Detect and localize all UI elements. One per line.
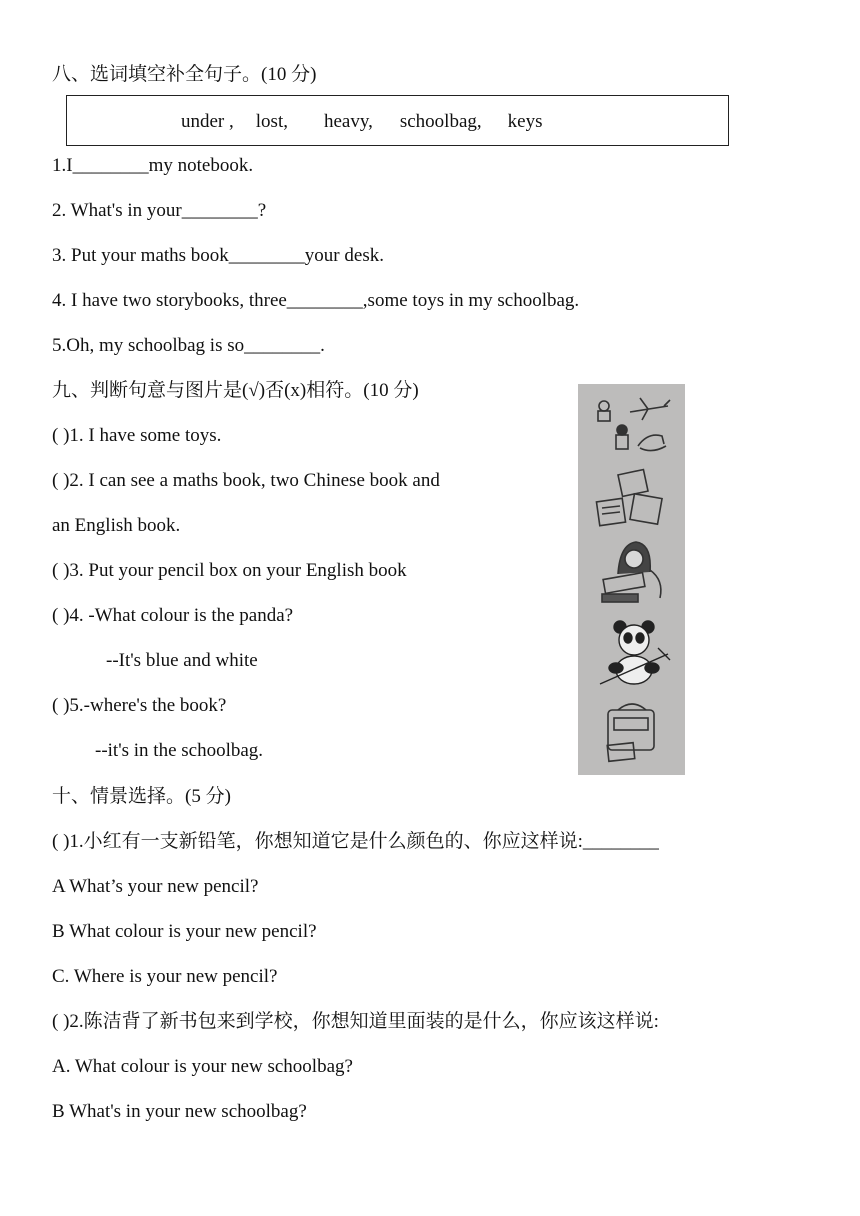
schoolbag-picture [607, 704, 654, 761]
judge-item-5: ( )5.-where's the book? [52, 695, 227, 716]
judge-item-3: ( )3. Put your pencil box on your English book [52, 560, 407, 581]
option-1a: A What’s your new pencil? [52, 876, 259, 897]
girl-pencil-box-picture [602, 542, 661, 602]
judge-item-4: ( )4. -What colour is the panda? [52, 605, 294, 626]
word-bank-word: heavy, [323, 111, 373, 132]
word-bank-word: lost, [255, 111, 288, 132]
toys-picture [598, 398, 670, 451]
option-1b: B What colour is your new pencil? [52, 921, 317, 942]
panda-picture [600, 621, 670, 684]
word-bank-word: keys [507, 111, 543, 132]
word-bank-box [66, 95, 729, 146]
judge-item-1: ( )1. I have some toys. [52, 425, 222, 446]
fill-blank-item-5: 5.Oh, my schoolbag is so________. [52, 335, 325, 356]
option-2a: A. What colour is your new schoolbag? [52, 1056, 353, 1077]
situation-question-2: ( )2.陈洁背了新书包来到学校，你想知道里面装的是什么，你应该这样说: [52, 1011, 659, 1032]
option-2b: B What's in your new schoolbag? [52, 1101, 307, 1122]
word-bank-word: schoolbag, [399, 111, 482, 132]
fill-blank-item-2: 2. What's in your________? [52, 200, 267, 221]
option-1c: C. Where is your new pencil? [52, 966, 278, 987]
section-10-heading: 十、情景选择。(5 分) [52, 786, 231, 807]
picture-strip [578, 384, 685, 775]
section-8-heading: 八、选词填空补全句子。(10 分) [52, 64, 317, 85]
word-bank [181, 110, 542, 134]
fill-blank-item-1: 1.I________my notebook. [52, 155, 254, 176]
judge-item-2: ( )2. I can see a maths book, two Chinese book and [52, 470, 440, 491]
section-9-heading: 九、判断句意与图片是(√)否(x)相符。(10 分) [52, 380, 419, 401]
judge-item-2-continued: an English book. [52, 515, 181, 536]
books-picture [596, 470, 662, 526]
fill-blank-item-3: 3. Put your maths book________your desk. [52, 245, 384, 266]
judge-item-5-answer: --it's in the schoolbag. [95, 740, 264, 761]
judge-item-4-answer: --It's blue and white [106, 650, 258, 671]
word-bank-word: under , [181, 111, 234, 132]
situation-question-1: ( )1.小红有一支新铅笔，你想知道它是什么颜色的、你应这样说:________ [52, 831, 659, 852]
fill-blank-item-4: 4. I have two storybooks, three________,some toys in my schoolbag. [52, 290, 580, 311]
